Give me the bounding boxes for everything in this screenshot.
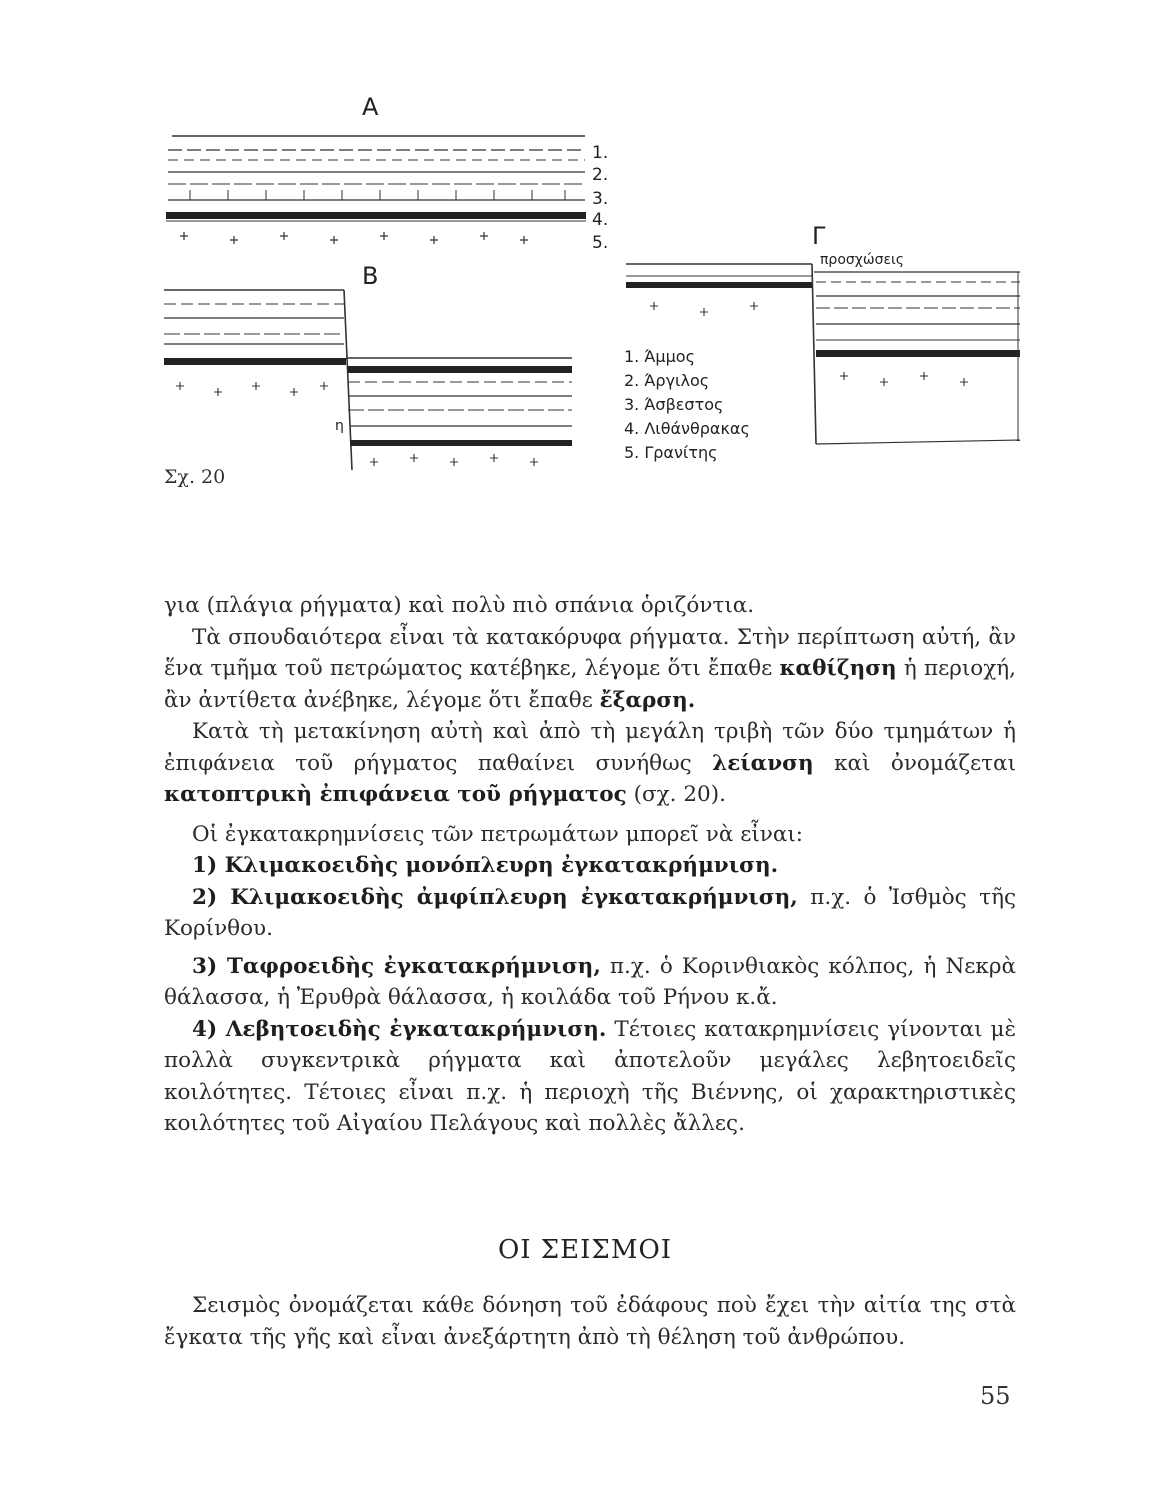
term-katoptriki: κατοπτρικὴ ἐπιφάνεια τοῦ ρήγματος <box>164 782 627 807</box>
list-item-2-text: π.χ. ὁ Ἰσθμὸς τῆς Κορίνθου. <box>164 884 1016 941</box>
list-item-4 <box>164 1014 1016 1140</box>
diagram-a-label: Α <box>362 93 379 121</box>
list-item-3-text: π.χ. ὁ Κορινθιακὸς κόλπος, ἡ Νεκρὰ θάλασσα, ἡ Ἐρυθρὰ θάλασσα, ἡ κοιλάδα τοῦ Ρήνου κ.ἄ. <box>164 953 1017 1010</box>
diagram-a-numbers <box>592 143 608 253</box>
paragraph-3-text-d: (σχ. 20). <box>626 782 726 807</box>
section-paragraph-1: Σεισμὸς ὀνομάζεται κάθε δόνηση τοῦ ἐδάφους ποὺ ἔχει τὴν αἰτία της στὰ ἔγκατα τῆς γῆς καὶ εἶναι ἀνεξάρτητη ἀπὸ τὴ θέληση τοῦ ἀνθρώπου. <box>164 1293 1016 1350</box>
layer-number-1: 1. <box>592 143 609 163</box>
fault-mark-b: η <box>335 418 344 434</box>
fault-diagram-figure <box>0 0 1170 500</box>
paragraph-2-text-c: ἡ περιοχή, ἂν ἀντίθετα ἀνέβηκε, λέγομε ὅτι ἔπαθε <box>164 656 1016 713</box>
diagram-b-label: Β <box>362 262 379 290</box>
paragraph-2 <box>164 622 1016 717</box>
list-item-1 <box>164 850 1016 882</box>
legend-item-coal: 4. Λιθάνθρακας <box>624 419 750 438</box>
section-text <box>164 1290 1016 1353</box>
figure-legend <box>624 347 750 462</box>
legend-item-limestone: 3. Άσβεστος <box>624 395 724 414</box>
layer-number-3: 3. <box>592 189 609 209</box>
legend-item-granite: 5. Γρανίτης <box>624 443 718 462</box>
list-item-2 <box>164 882 1016 945</box>
layer-number-2: 2. <box>592 165 609 185</box>
legend-item-clay: 2. Άργιλος <box>624 371 710 390</box>
figure-caption: Σχ. 20 <box>164 466 226 488</box>
paragraph-3-text-c: καὶ ὀνομάζεται <box>813 750 1016 776</box>
paragraph-2-text-a: Τὰ σπουδαιότερα εἶναι τὰ κατακόρυφα ρήγματα. Στὴν περίπτωση αὐτή, ἂν ἕνα τμῆμα τοῦ πετρώματος κατέβηκε, λέγομε ὅτι ἔπαθε <box>164 624 1016 681</box>
paragraph-3 <box>164 716 1016 811</box>
layer-number-5: 5. <box>592 233 609 253</box>
term-exarsi: ἔξαρση. <box>599 687 696 713</box>
diagram-g-label: Γ <box>812 222 826 250</box>
list-item-3 <box>164 951 1016 1014</box>
diagram-a <box>166 93 586 244</box>
list-item-4-text: Τέτοιες κατακρημνίσεις γίνονται μὲ πολλὰ συγκεντρικὰ ρήγματα καὶ ἀποτελοῦν μεγάλες λεβητοειδεῖς κοιλότητες. Τέτοιες εἶναι π.χ. ἡ περιοχὴ τῆς Βιέννης, οἱ χαρακτηριστικὲς κοιλότητες τοῦ Αἰγαίου Πελάγους καὶ πολλὲς ἄλλες. <box>164 1016 1016 1136</box>
paragraph-1: για (πλάγια ρήγματα) καὶ πολὺ πιὸ σπάνια ὁριζόντια. <box>164 593 755 618</box>
list-item-1-title: 1) Κλιμακοειδὴς μονόπλευρη ἐγκατακρήμνιση. <box>192 853 779 878</box>
legend-item-sand: 1. Άμμος <box>624 347 695 366</box>
list-item-2-title: 2) Κλιμακοειδὴς ἀμφίπλευρη ἐγκατακρήμνιση, <box>192 884 798 910</box>
diagram-b <box>164 262 572 470</box>
term-kathizisi: καθίζηση <box>779 656 897 681</box>
section-heading: ΟΙ ΣΕΙΣΜΟΙ <box>497 1235 673 1265</box>
prochoseis-label: προσχώσεις <box>820 252 904 268</box>
list-item-4-title: 4) Λεβητοειδὴς ἐγκατακρήμνιση. <box>192 1016 607 1042</box>
body-text <box>164 590 1016 1140</box>
layer-number-4: 4. <box>592 210 609 230</box>
paragraph-4: Οἱ ἐγκατακρημνίσεις τῶν πετρωμάτων μπορεῖ νὰ εἶναι: <box>192 821 804 847</box>
term-leiansi: λείανση <box>712 750 814 776</box>
list-item-3-title: 3) Ταφροειδὴς ἐγκατακρήμνιση, <box>192 953 601 979</box>
page-number: 55 <box>980 1382 1011 1410</box>
paragraph-3-text-a: Κατὰ τὴ μετακίνηση αὐτὴ καὶ ἀπὸ τὴ μεγάλη τριβὴ τῶν δύο τμημάτων ἡ ἐπιφάνεια τοῦ ρήγματος παθαίνει συνήθως <box>164 719 1016 776</box>
